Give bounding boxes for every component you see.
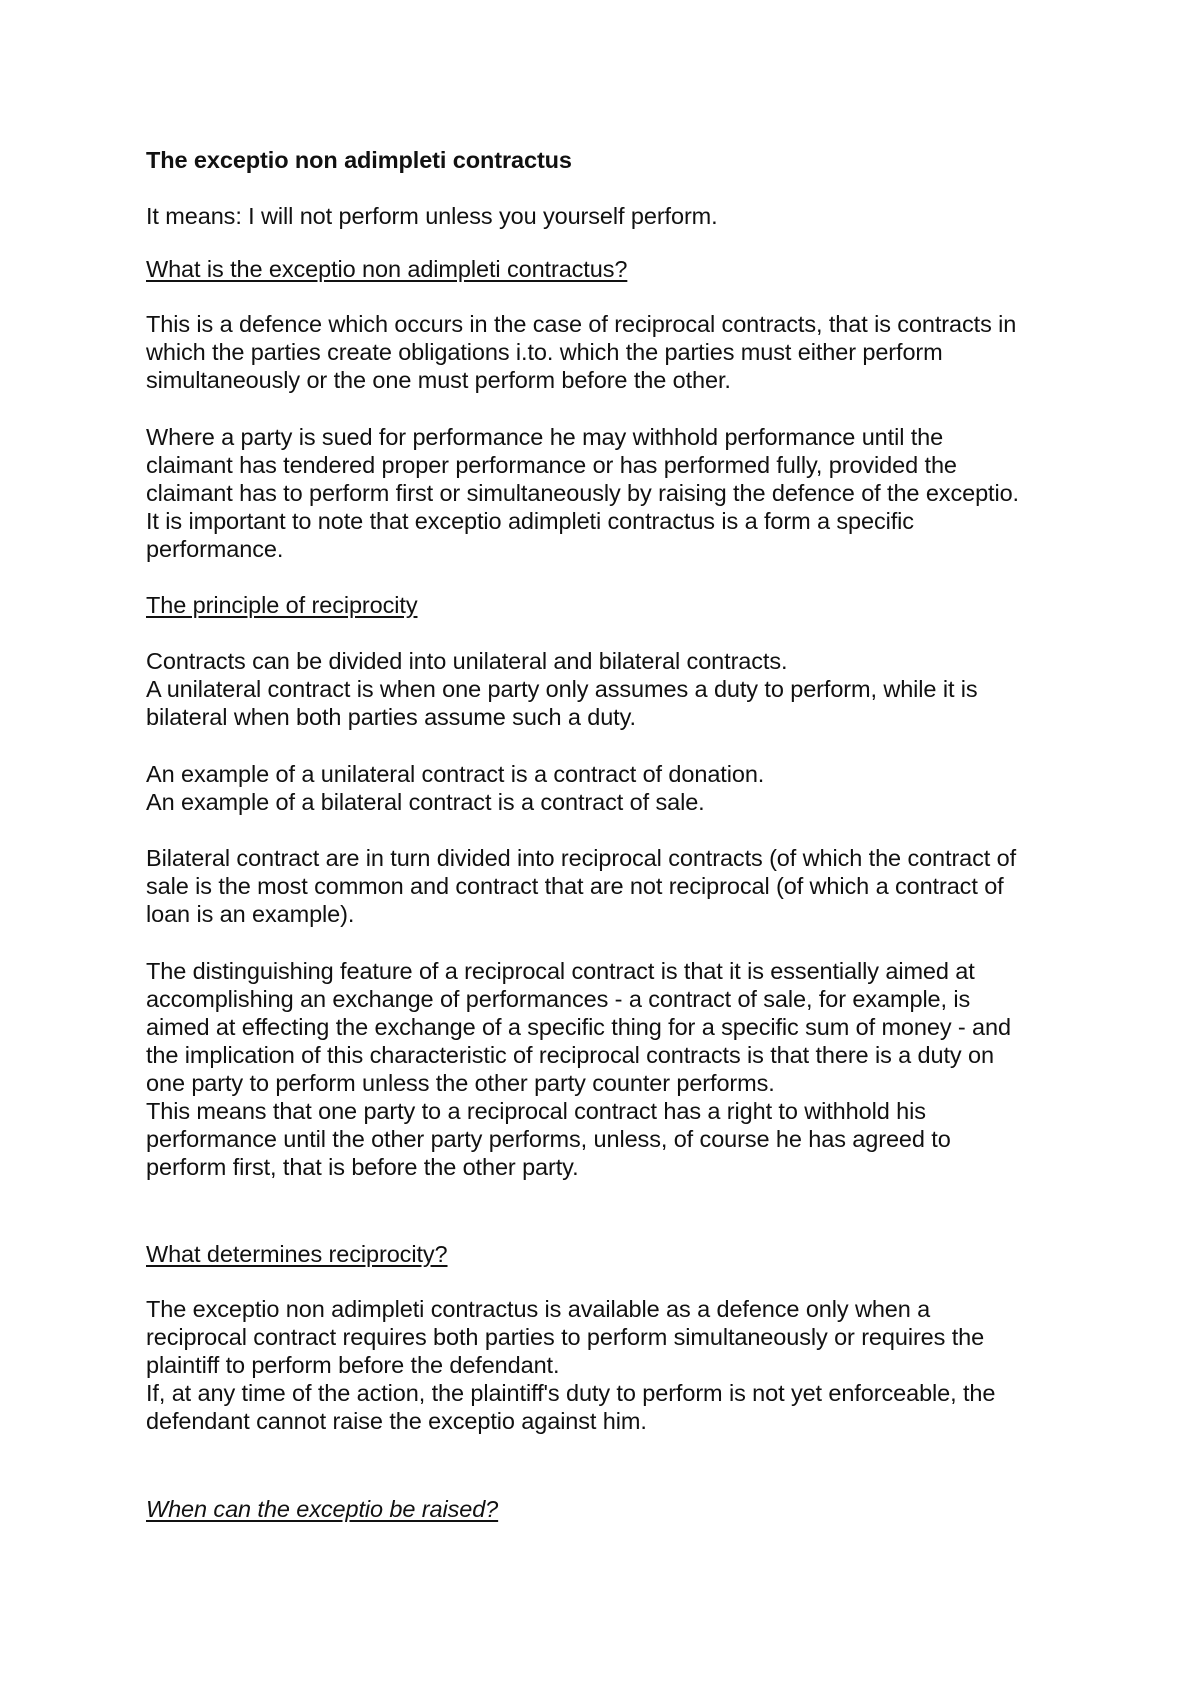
paragraph-line: accomplishing an exchange of performances - a contract of sale, for example, is — [146, 986, 971, 1012]
paragraph-line: Contracts can be divided into unilateral and bilateral contracts. — [146, 648, 788, 674]
paragraph-line: one party to perform unless the other party counter performs. — [146, 1070, 775, 1096]
paragraph-line: sale is the most common and contract that are not reciprocal (of which a contract of — [146, 873, 1004, 899]
paragraph-line: loan is an example). — [146, 901, 355, 927]
paragraph-line: The distinguishing feature of a reciprocal contract is that it is essentially aimed at — [146, 958, 975, 984]
paragraph-line: The exceptio non adimpleti contractus is available as a defence only when a — [146, 1296, 931, 1322]
paragraph-line: plaintiff to perform before the defendant. — [146, 1352, 560, 1378]
document-title: The exceptio non adimpleti contractus — [146, 147, 572, 173]
paragraph-line: performance. — [146, 536, 284, 562]
paragraph-line: Bilateral contract are in turn divided into reciprocal contracts (of which the contract of — [146, 845, 1017, 871]
paragraph-line: claimant has tendered proper performance or has performed fully, provided the — [146, 452, 957, 478]
paragraph-line: the implication of this characteristic of reciprocal contracts is that there is a duty on — [146, 1042, 994, 1068]
section-heading-what-is: What is the exceptio non adimpleti contractus? — [146, 256, 628, 282]
paragraph-line: claimant has to perform first or simultaneously by raising the defence of the exceptio. — [146, 480, 1019, 506]
paragraph-line: Where a party is sued for performance he may withhold performance until the — [146, 424, 944, 450]
paragraph-line: This is a defence which occurs in the case of reciprocal contracts, that is contracts in — [146, 311, 1017, 337]
paragraph-line: reciprocal contract requires both parties to perform simultaneously or requires the — [146, 1324, 985, 1350]
paragraph-line: which the parties create obligations i.to. which the parties must either perform — [146, 339, 943, 365]
paragraph-line: This means that one party to a reciprocal contract has a right to withhold his — [146, 1098, 926, 1124]
paragraph-line: aimed at effecting the exchange of a specific thing for a specific sum of money - and — [146, 1014, 1011, 1040]
paragraph-line: If, at any time of the action, the plaintiff's duty to perform is not yet enforceable, the — [146, 1380, 996, 1406]
paragraph-line: bilateral when both parties assume such a duty. — [146, 704, 636, 730]
section-heading-determines: What determines reciprocity? — [146, 1241, 448, 1267]
paragraph-line: performance until the other party performs, unless, of course he has agreed to — [146, 1126, 951, 1152]
paragraph-line: perform first, that is before the other party. — [146, 1154, 579, 1180]
paragraph-line: An example of a bilateral contract is a contract of sale. — [146, 789, 705, 815]
paragraph-line: simultaneously or the one must perform before the other. — [146, 367, 731, 393]
paragraph-line: A unilateral contract is when one party only assumes a duty to perform, while it is — [146, 676, 978, 702]
paragraph-line: defendant cannot raise the exceptio against him. — [146, 1408, 647, 1434]
section-heading-reciprocity: The principle of reciprocity — [146, 592, 418, 618]
paragraph-line: It is important to note that exceptio adimpleti contractus is a form a specific — [146, 508, 914, 534]
section-heading-when-raised: When can the exceptio be raised? — [146, 1496, 499, 1522]
intro-text: It means: I will not perform unless you yourself perform. — [146, 203, 718, 229]
paragraph-line: An example of a unilateral contract is a contract of donation. — [146, 761, 765, 787]
